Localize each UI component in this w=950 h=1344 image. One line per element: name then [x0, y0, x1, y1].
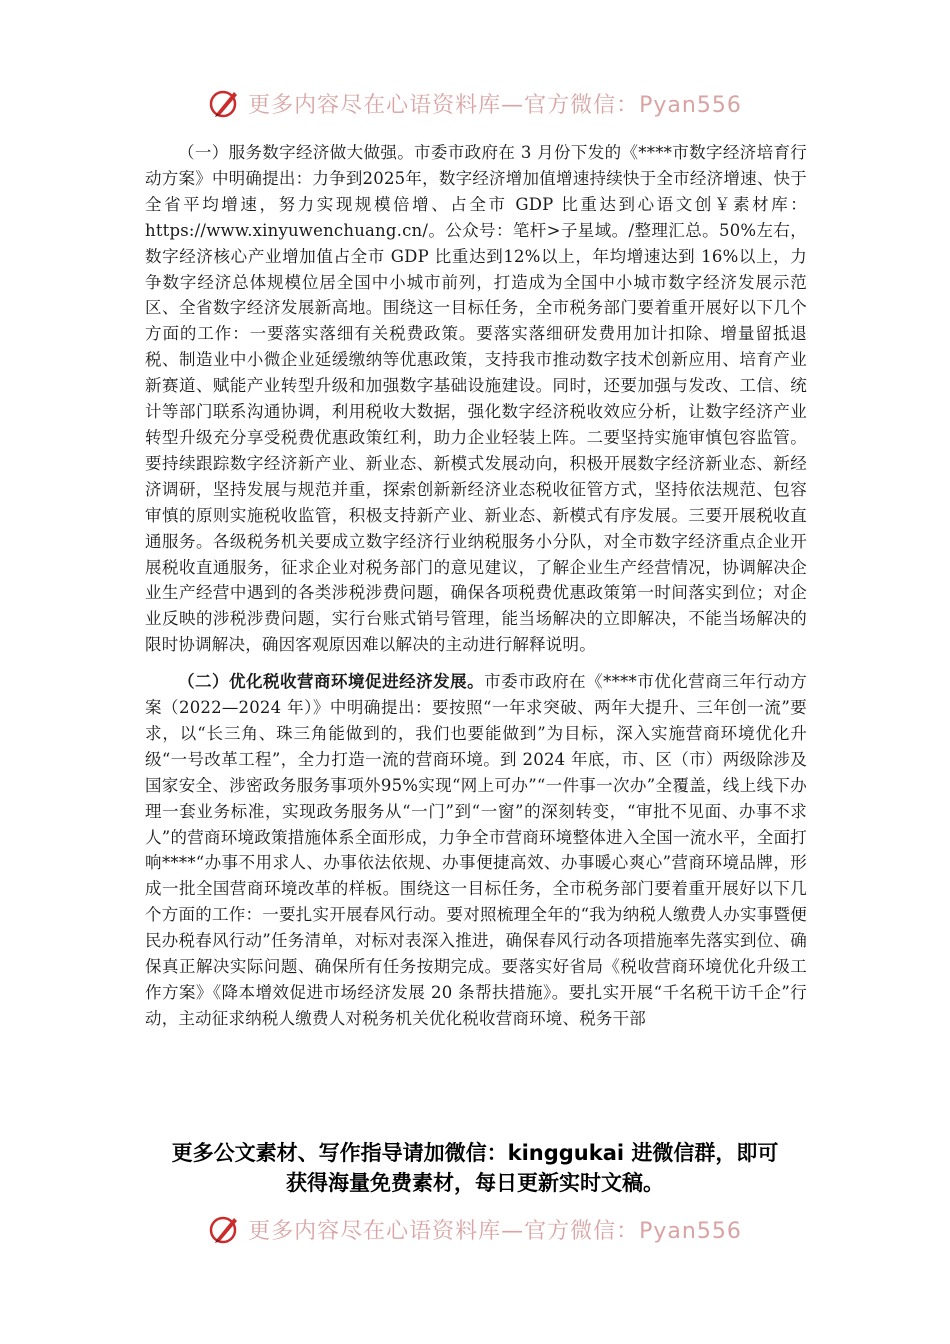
- header-banner-text: 更多内容尽在心语资料库—官方微信：Pyan556: [248, 92, 742, 118]
- document-body: [145, 140, 807, 1043]
- paragraph-2: [145, 669, 807, 1032]
- pen-circle-logo-icon: [208, 1212, 242, 1246]
- paragraph-1-text: （一）服务数字经济做大做强。市委市政府在 3 月份下发的《****市数字经济培育行动方案》中明确提出：力争到2025年，数字经济增加值增速持续快于全市经济增速、快于全省平均增速，努力实现规模倍增、占全市 GDP 比重达到心语文创￥素材库：https://www.xinyuwenchuang.cn/。公众号：笔杆>子星域。/整理汇总。50%左右，数字经济核心产业增加值占全市 GDP 比重达到12%以上，年均增速达到 16%以上，力争数字经济总体规模位居全国中小城市前列，打造成为全国中小城市数字经济发展示范区、全省数字经济发展新高地。围绕这一目标任务，全市税务部门要着重开展好以下几个方面的工作：一要落实落细有关税费政策。要落实落细研发费用加计扣除、增量留抵退税、制造业中小微企业延缓缴纳等优惠政策，支持我市推动数字技术创新应用、培育产业新赛道、赋能产业转型升级和加强数字基础设施建设。同时，还要加强与发改、工信、统计等部门联系沟通协调，利用税收大数据，强化数字经济税收效应分析，让数字经济产业转型升级充分享受税费优惠政策红利，助力企业轻装上阵。二要坚持实施审慎包容监管。要持续跟踪数字经济新产业、新业态、新模式发展动向，积极开展数字经济新业态、新经济调研，坚持发展与规范并重，探索创新新经济业态税收征管方式，坚持依法规范、包容审慎的原则实施税收监管，积极支持新产业、新业态、新模式有序发展。三要开展税收直通服务。各级税务机关要成立数字经济行业纳税服务小分队，对全市数字经济重点企业开展税收直通服务，征求企业对税务部门的意见建议，了解企业生产经营情况，协调解决企业生产经营中遇到的各类涉税涉费问题，确保各项税费优惠政策第一时间落实到位；对企业反映的涉税涉费问题，实行台账式销号管理，能当场解决的立即解决，不能当场解决的限时协调解决，确因客观原因难以解决的主动进行解释说明。: [145, 143, 807, 655]
- footer-banner-text: 更多内容尽在心语资料库—官方微信：Pyan556: [248, 1218, 742, 1244]
- footer-banner: [0, 1212, 950, 1246]
- paragraph-2-text: 市委市政府在《****市优化营商三年行动方案（2022—2024 年）》中明确提出：要按照“一年求突破、两年大提升、三年创一流”要求，以“长三角、珠三角能做到的，我们也要能做到”为目标，深入实施营商环境优化升级“一号改革工程”，全力打造一流的营商环境。到 2024 年底，市、区（市）两级除涉及国家安全、涉密政务服务事项外95%实现“网上可办”“一件事一次办”全覆盖，线上线下办理一套业务标准，实现政务服务从“一门”到“一窗”的深刻转变，“审批不见面、办事不求人”的营商环境政策措施体系全面形成，力争全市营商环境整体进入全国一流水平，全面打响****“办事不用求人、办事依法依规、办事便捷高效、办事暖心爽心”营商环境品牌，形成一批全国营商环境改革的样板。围绕这一目标任务，全市税务部门要着重开展好以下几个方面的工作：一要扎实开展春风行动。要对照梳理全年的“我为纳税人缴费人办实事暨便民办税春风行动”任务清单，对标对表深入推进，确保春风行动各项措施率先落实到位、确保真正解决实际问题、确保所有任务按期完成。要落实好省局《税收营商环境优化升级工作方案》《降本增效促进市场经济发展 20 条帮扶措施》。要扎实开展“千名税干访千企”行动，主动征求纳税人缴费人对税务机关优化税收营商环境、税务干部: [145, 672, 808, 1028]
- header-banner: [0, 86, 950, 120]
- paragraph-2-heading: （二）优化税收营商环境促进经济发展。: [178, 672, 485, 692]
- pen-circle-logo-icon: [208, 86, 242, 120]
- promo-line-1: 更多公文素材、写作指导请加微信：kinggukai 进微信群，即可: [171, 1141, 779, 1165]
- paragraph-1: [145, 140, 807, 658]
- promo-notice: [130, 1138, 820, 1198]
- promo-line-2: 获得海量免费素材，每日更新实时文稿。: [286, 1171, 664, 1195]
